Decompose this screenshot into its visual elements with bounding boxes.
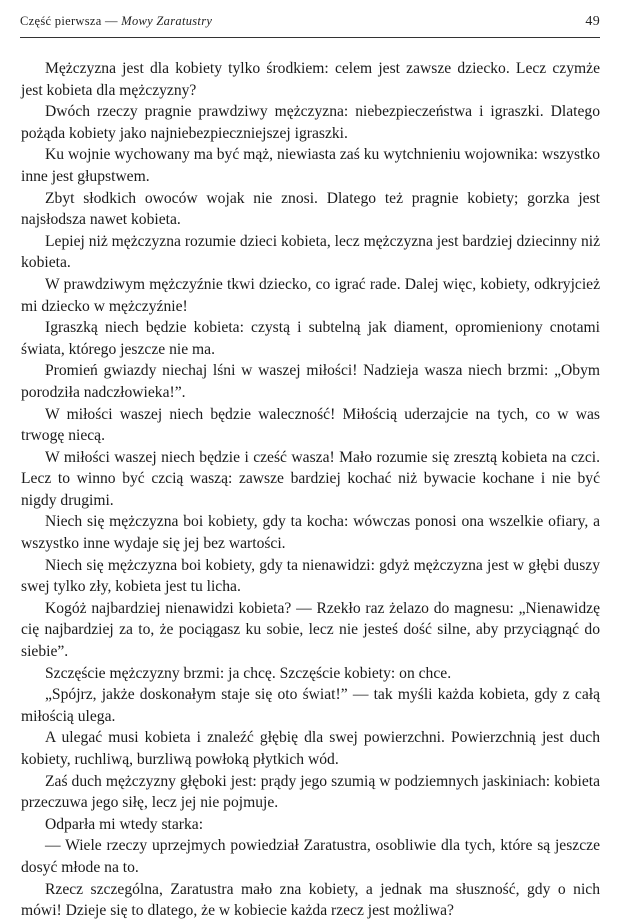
paragraph: Niech się mężczyzna boi kobiety, gdy ta kocha: wówczas ponosi ona wszelkie ofiary, a wszystko inne wydaje się jej bez wartości. xyxy=(21,513,600,553)
paragraph: W miłości waszej niech będzie waleczność! Miłością uderzajcie na tych, co w was trwogę niecą. xyxy=(21,405,600,445)
paragraph: Zbyt słodkich owoców wojak nie znosi. Dlatego też pragnie kobiety; gorzka jest najsłodsza nawet kobieta. xyxy=(21,189,600,229)
running-head-left xyxy=(20,14,212,29)
page-number: 49 xyxy=(585,14,600,29)
paragraph: Lepiej niż mężczyzna rozumie dzieci kobieta, lecz mężczyzna jest bardziej dziecinny niż kobieta. xyxy=(21,232,601,272)
part-label: Część pierwsza — xyxy=(20,14,122,28)
paragraph: „Spójrz, jakże doskonałym staje się oto świat!” — tak myśli każda kobieta, gdy z całą miłością ulega. xyxy=(21,686,600,725)
paragraph: Dwóch rzeczy pragnie prawdziwy mężczyzna: niebezpieczeństwa i igraszki. Dlatego pożąda kobiety jako najniebezpieczniejszej igraszki. xyxy=(21,103,600,142)
paragraph: Szczęście mężczyzny brzmi: ja chcę. Szczęście kobiety: on chce. xyxy=(45,664,452,682)
header-rule xyxy=(20,37,600,38)
paragraph: Kogóż najbardziej nienawidzi kobieta? — Rzekło raz żelazo do magnesu: „Nienawidzę cię najbardziej za to, że pociągasz ku sobie, lecz nie jesteś dość silne, aby przyciągnąć do siebie”. xyxy=(21,599,600,661)
paragraph: Igraszką niech będzie kobieta: czystą i subtelną jak diament, opromieniony cnotami świata, którego jeszcze nie ma. xyxy=(21,319,600,358)
paragraph: Promień gwiazdy niechaj lśni w waszej miłości! Nadzieja wasza niech brzmi: „Obym porodziła nadczłowieka!”. xyxy=(21,362,600,401)
book-title: Mowy Zaratustry xyxy=(121,14,213,28)
paragraph: A ulegać musi kobieta i znaleźć głębię dla swej powierzchni. Powierzchnią jest duch kobiety, ruchliwą, burzliwą powłoką płytkich wód. xyxy=(21,729,600,768)
running-head xyxy=(20,14,600,34)
paragraph: W prawdziwym mężczyźnie tkwi dziecko, co igrać rade. Dalej więc, kobiety, odkryjcież mi dziecko w mężczyźnie! xyxy=(21,275,600,315)
paragraph: — Wiele rzeczy uprzejmych powiedział Zaratustra, osobliwie dla tych, które są jeszcze dosyć młode na to. xyxy=(21,837,600,876)
paragraph: Odparła mi wtedy starka: xyxy=(45,815,204,833)
paragraph: Zaś duch mężczyzny głęboki jest: prądy jego szumią w podziemnych jaskiniach: kobieta przeczuwa jego siłę, lecz jej nie pojmuje. xyxy=(21,772,600,812)
paragraph: Mężczyzna jest dla kobiety tylko środkiem: celem jest zawsze dziecko. Lecz czymże jest kobieta dla mężczyzny? xyxy=(21,60,600,99)
paragraph: Ku wojnie wychowany ma być mąż, niewiasta zaś ku wytchnieniu wojownika: wszystko inne jest głupstwem. xyxy=(21,146,600,185)
body-text xyxy=(21,58,600,922)
paragraph: W miłości waszej niech będzie i cześć wasza! Mało rozumie się zresztą kobieta na czci. Lecz to winno być czcią waszą: zawsze bardziej kochać niż bywacie kochane i nie być nigdy drugimi. xyxy=(21,448,600,509)
paragraph: Niech się mężczyzna boi kobiety, gdy ta nienawidzi: gdyż mężczyzna jest w głębi duszy swej tylko zły, kobieta jest tu licha. xyxy=(21,556,600,596)
paragraph: Rzecz szczególna, Zaratustra mało zna kobiety, a jednak ma słuszność, gdy o nich mówi! Dzieje się to dlatego, że w kobiecie każda rzecz jest możliwa? xyxy=(21,880,600,920)
